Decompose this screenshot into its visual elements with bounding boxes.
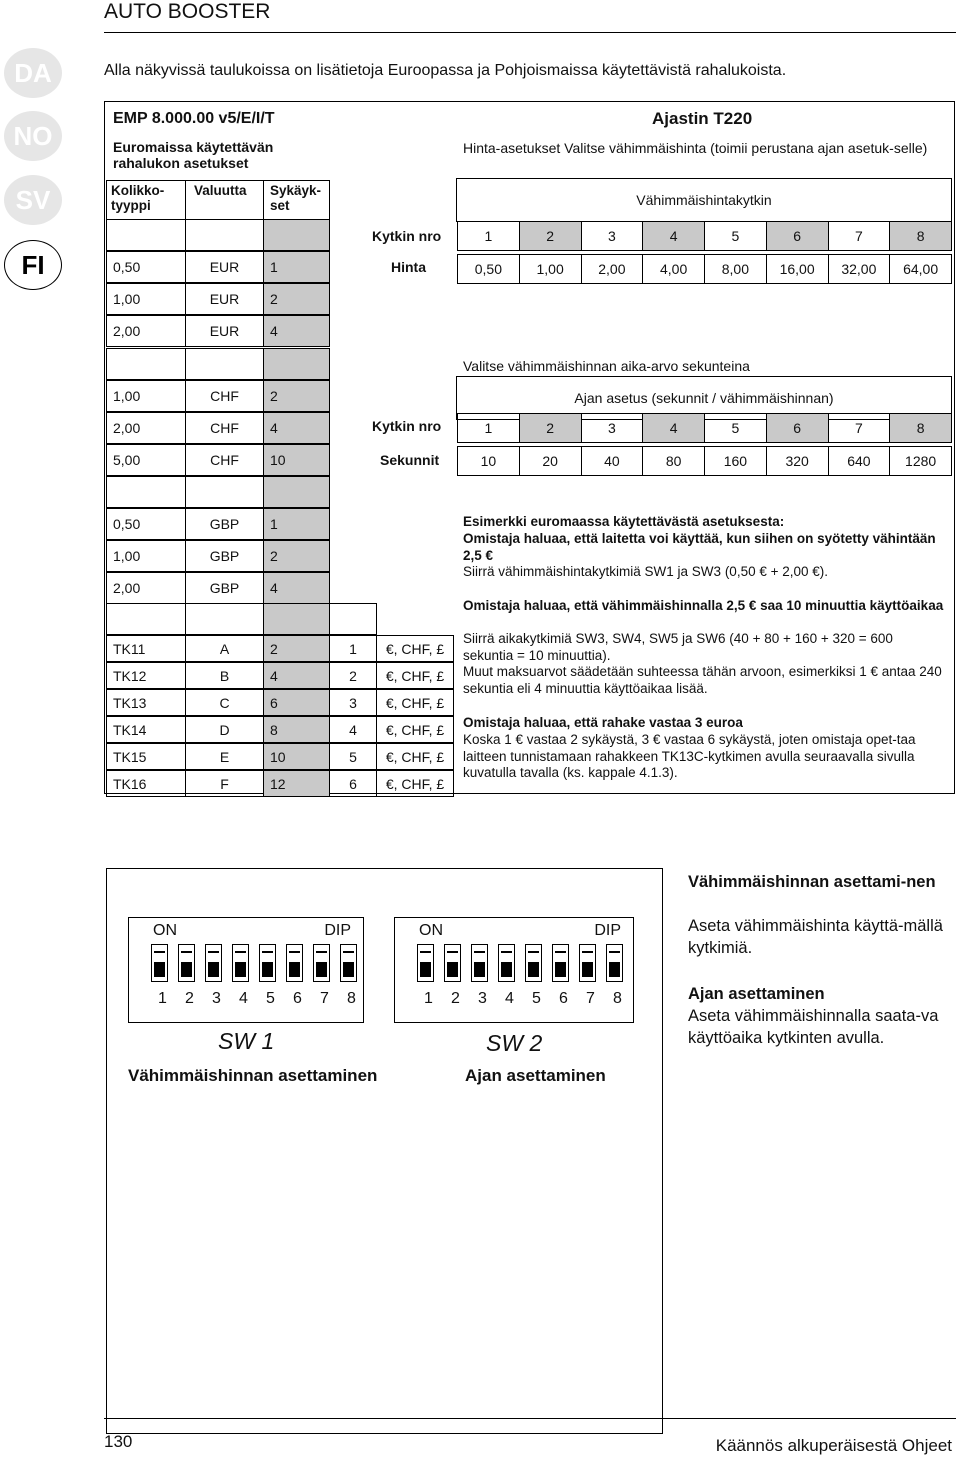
- token-currencies: €, CHF, £: [376, 716, 454, 743]
- table-cell: 4: [642, 413, 705, 443]
- table-cell: 320: [766, 446, 829, 476]
- coin-value: 0,50: [106, 251, 186, 283]
- table-cell: 2,00: [581, 254, 644, 284]
- example-step-1: Siirrä vähimmäishintakytkimiä SW1 ja SW3 (0,50 € + 2,00 €).: [463, 564, 829, 579]
- token-switch: 1: [329, 635, 377, 662]
- token-type: TK14: [106, 716, 186, 743]
- seconds-label: Sekunnit: [380, 452, 440, 468]
- currency: EUR: [185, 251, 264, 283]
- col-coin-type: Kolikko-tyyppi: [106, 180, 186, 220]
- intro-text: Alla näkyvissä taulukoissa on lisätietoja Euroopassa ja Pohjoismaissa käytettävistä rahalukoista.: [104, 62, 787, 79]
- model-title: EMP 8.000.00 v5/E/I/T: [113, 110, 275, 127]
- dip-toggle: [286, 944, 303, 982]
- spacer-cell: [185, 348, 264, 380]
- table-cell: 16,00: [766, 254, 829, 284]
- token-switch: 4: [329, 716, 377, 743]
- cycles: 2: [263, 540, 330, 572]
- table-cell: 8,00: [704, 254, 767, 284]
- col-currency: Valuutta: [185, 180, 264, 220]
- cycles: 10: [263, 444, 330, 476]
- euro-settings-subtitle: Euromaissa käytettävän rahalukon asetukset: [113, 139, 274, 171]
- side-text-2: Aseta vähimmäishinnalla saata-va käyttöaika kytkinten avulla.: [688, 1007, 939, 1047]
- on-label: ON: [419, 922, 443, 939]
- token-cycles: 2: [263, 635, 330, 662]
- dip-toggle: [552, 944, 569, 982]
- spacer-cell: [106, 476, 186, 508]
- col-cycles: Sykäyk-set: [263, 180, 330, 220]
- lang-no: NO: [4, 111, 62, 161]
- spacer-cell: [329, 603, 377, 635]
- switch-number: 1: [424, 990, 433, 1007]
- table-cell: 4,00: [642, 254, 705, 284]
- table-cell: 0,50: [457, 254, 520, 284]
- dip-toggle: [606, 944, 623, 982]
- side-text-1: Aseta vähimmäishinta käyttä-mällä kytkimiä.: [688, 917, 943, 957]
- sw1-name: SW 1: [218, 1028, 275, 1054]
- dip-toggle: [178, 944, 195, 982]
- table-cell: 8: [889, 221, 952, 251]
- price-label: Hinta: [391, 259, 426, 275]
- spacer-cell: [263, 348, 330, 380]
- switch-number: 2: [451, 990, 460, 1007]
- spacer-cell: [263, 476, 330, 508]
- spacer-cell: [185, 476, 264, 508]
- example-goal-1: Omistaja haluaa, että laitetta voi käyttää, kun siihen on syötetty vähintään 2,5 €: [463, 531, 936, 563]
- token-currencies: €, CHF, £: [376, 662, 454, 689]
- currency: GBP: [185, 572, 264, 604]
- lang-fi: FI: [4, 240, 62, 290]
- switch-number: 8: [347, 990, 356, 1007]
- example-step-2: Siirrä aikakytkimiä SW3, SW4, SW5 ja SW6 (40 + 80 + 160 + 320 = 600 sekuntia = 10 minuuttia).: [463, 631, 893, 663]
- spacer-cell: [263, 603, 330, 635]
- price-value-row: [458, 254, 952, 284]
- switch-no-label-2: Kytkin nro: [372, 418, 442, 434]
- currency: EUR: [185, 315, 264, 347]
- cycles: 2: [263, 380, 330, 412]
- currency: EUR: [185, 283, 264, 315]
- example-goal-3: Omistaja haluaa, että rahake vastaa 3 euroa: [463, 715, 743, 730]
- time-settings-desc: Valitse vähimmäishinnan aika-arvo sekunteina: [463, 358, 750, 374]
- token-letter: F: [185, 770, 264, 797]
- token-switch: 5: [329, 743, 377, 770]
- table-cell: 80: [642, 446, 705, 476]
- switch-number: 5: [532, 990, 541, 1007]
- dip-toggle: [151, 944, 168, 982]
- table-cell: 1280: [889, 446, 952, 476]
- token-cycles: 12: [263, 770, 330, 797]
- switch-number: 4: [239, 990, 248, 1007]
- cycles: 1: [263, 251, 330, 283]
- cycles: 2: [263, 283, 330, 315]
- cycles: 4: [263, 572, 330, 604]
- token-switch: 2: [329, 662, 377, 689]
- dip-toggle: [444, 944, 461, 982]
- switch-number: 2: [185, 990, 194, 1007]
- dip-switch-sw2: [394, 917, 634, 1023]
- table-cell: 4: [642, 221, 705, 251]
- token-type: TK13: [106, 689, 186, 716]
- token-type: TK16: [106, 770, 186, 797]
- table-cell: 7: [828, 413, 891, 443]
- token-currencies: €, CHF, £: [376, 689, 454, 716]
- coin-value: 0,50: [106, 508, 186, 540]
- sw2-caption: Ajan asettaminen: [465, 1066, 606, 1085]
- timer-title: Ajastin T220: [652, 109, 753, 128]
- sw1-caption: Vähimmäishinnan asettaminen: [128, 1066, 378, 1085]
- time-setting-caption: Ajan asetus (sekunnit / vähimmäishinnan): [456, 376, 952, 420]
- switch-toggles: [417, 944, 633, 982]
- switch-number: 5: [266, 990, 275, 1007]
- table-cell: 32,00: [828, 254, 891, 284]
- token-switch: 6: [329, 770, 377, 797]
- token-currencies: €, CHF, £: [376, 743, 454, 770]
- document-title: AUTO BOOSTER: [104, 0, 271, 23]
- sw2-name: SW 2: [486, 1030, 543, 1056]
- lang-da: DA: [4, 48, 62, 98]
- header-rule: [104, 32, 956, 33]
- table-cell: 64,00: [889, 254, 952, 284]
- switch-number: 3: [478, 990, 487, 1007]
- dip-toggle: [313, 944, 330, 982]
- dip-toggle: [232, 944, 249, 982]
- coin-value: 2,00: [106, 315, 186, 347]
- switch-number: 7: [586, 990, 595, 1007]
- currency: CHF: [185, 412, 264, 444]
- coin-value: 5,00: [106, 444, 186, 476]
- cycles: 1: [263, 508, 330, 540]
- switch-toggles: [151, 944, 367, 982]
- coin-value: 2,00: [106, 412, 186, 444]
- on-label: ON: [153, 922, 177, 939]
- cycles: 4: [263, 412, 330, 444]
- switch-number-row: [458, 413, 952, 443]
- spacer-cell: [185, 603, 264, 635]
- currency: CHF: [185, 380, 264, 412]
- table-cell: 6: [766, 413, 829, 443]
- spacer-cell: [263, 219, 330, 251]
- dip-switch-sw1: [128, 917, 364, 1023]
- table-cell: 2: [519, 221, 582, 251]
- table-cell: 40: [581, 446, 644, 476]
- token-cycles: 8: [263, 716, 330, 743]
- switch-number: 6: [559, 990, 568, 1007]
- coin-value: 1,00: [106, 380, 186, 412]
- switch-number: 8: [613, 990, 622, 1007]
- table-cell: 5: [704, 413, 767, 443]
- min-price-switch-caption: Vähimmäishintakytkin: [456, 178, 952, 222]
- token-letter: E: [185, 743, 264, 770]
- dip-toggle: [579, 944, 596, 982]
- example-goal-2: Omistaja haluaa, että vähimmäishinnalla 2,5 € saa 10 minuuttia käyttöaikaa: [463, 598, 944, 613]
- table-cell: 6: [766, 221, 829, 251]
- token-letter: D: [185, 716, 264, 743]
- switch-numbers: [415, 990, 631, 1008]
- coin-value: 1,00: [106, 283, 186, 315]
- price-settings-desc: Hinta-asetukset Valitse vähimmäishinta (toimii perustana ajan asetuk-selle): [463, 140, 928, 156]
- seconds-value-row: [458, 446, 952, 476]
- table-cell: 1: [457, 413, 520, 443]
- table-cell: 1,00: [519, 254, 582, 284]
- dip-toggle: [498, 944, 515, 982]
- table-cell: 8: [889, 413, 952, 443]
- spacer-cell: [106, 348, 186, 380]
- switch-number: 7: [320, 990, 329, 1007]
- token-currencies: €, CHF, £: [376, 770, 454, 797]
- table-cell: 640: [828, 446, 891, 476]
- table-cell: 1: [457, 221, 520, 251]
- table-cell: 160: [704, 446, 767, 476]
- table-cell: 2: [519, 413, 582, 443]
- token-cycles: 6: [263, 689, 330, 716]
- spacer-cell: [106, 603, 186, 635]
- dip-toggle: [259, 944, 276, 982]
- dip-toggle: [525, 944, 542, 982]
- token-type: TK11: [106, 635, 186, 662]
- switch-numbers: [149, 990, 365, 1008]
- switch-number: 1: [158, 990, 167, 1007]
- coin-value: 2,00: [106, 572, 186, 604]
- currency: GBP: [185, 540, 264, 572]
- token-cycles: 4: [263, 662, 330, 689]
- dip-toggle: [205, 944, 222, 982]
- lang-sv: SV: [4, 175, 62, 225]
- dip-toggle: [471, 944, 488, 982]
- switch-number: 3: [212, 990, 221, 1007]
- switch-number: 6: [293, 990, 302, 1007]
- table-cell: 10: [457, 446, 520, 476]
- currency: GBP: [185, 508, 264, 540]
- currency: CHF: [185, 444, 264, 476]
- table-cell: 7: [828, 221, 891, 251]
- dip-label: DIP: [324, 922, 351, 939]
- token-currencies: €, CHF, £: [376, 635, 454, 662]
- side-heading-2: Ajan asettaminen: [688, 985, 825, 1003]
- token-letter: B: [185, 662, 264, 689]
- example-step-3: Muut maksuarvot säädetään suhteessa tähän arvoon, esimerkiksi 1 € antaa 240 sekuntia eli 4 minuuttia käyttöaikaa lisää.: [463, 664, 942, 696]
- switch-number: 4: [505, 990, 514, 1007]
- table-cell: 5: [704, 221, 767, 251]
- page-number: 130: [104, 1432, 133, 1451]
- table-cell: 3: [581, 221, 644, 251]
- dip-toggle: [417, 944, 434, 982]
- dip-toggle: [340, 944, 357, 982]
- side-heading-1: Vähimmäishinnan asettami-nen: [688, 873, 936, 891]
- token-cycles: 10: [263, 743, 330, 770]
- token-letter: C: [185, 689, 264, 716]
- footer-rule: [104, 1418, 956, 1419]
- token-type: TK12: [106, 662, 186, 689]
- token-switch: 3: [329, 689, 377, 716]
- token-type: TK15: [106, 743, 186, 770]
- table-cell: 3: [581, 413, 644, 443]
- token-letter: A: [185, 635, 264, 662]
- dip-label: DIP: [594, 922, 621, 939]
- spacer-cell: [106, 219, 186, 251]
- table-cell: 20: [519, 446, 582, 476]
- switch-number-row: [458, 221, 952, 251]
- coin-value: 1,00: [106, 540, 186, 572]
- switch-no-label: Kytkin nro: [372, 228, 442, 244]
- spacer-cell: [185, 219, 264, 251]
- cycles: 4: [263, 315, 330, 347]
- footer-note: Käännös alkuperäisestä Ohjeet: [715, 1436, 952, 1455]
- example-title: Esimerkki euromaassa käytettävästä asetuksesta:: [463, 514, 785, 529]
- example-step-4: Koska 1 € vastaa 2 sykäystä, 3 € vastaa 6 sykäystä, joten omistaja opet-taa laitteen tunnistamaan rahakkeen TK13C-kytkimen avulla seuraavalla sivulla kuvatulla tavalla (ks. kappale 4.1.3).: [463, 732, 916, 780]
